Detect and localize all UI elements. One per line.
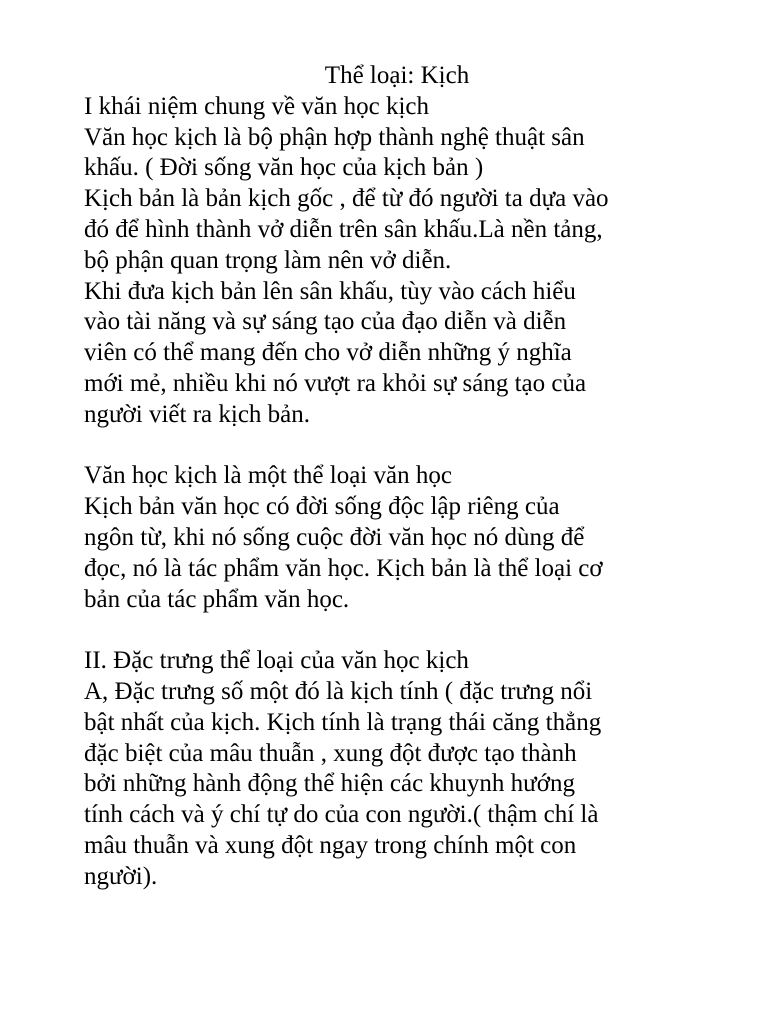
text-line: ngôn từ, khi nó sống cuộc đời văn học nó dùng để [84, 523, 585, 551]
document-title: Thể loại: Kịch [324, 62, 470, 89]
text-line: mới mẻ, nhiều khi nó vượt ra khỏi sự sáng tạo của [84, 369, 587, 397]
text-line: I khái niệm chung về văn học kịch [84, 92, 430, 120]
text-line: người viết ra kịch bản. [84, 400, 311, 428]
text-line: Văn học kịch là bộ phận hợp thành nghệ thuật sân [84, 123, 585, 151]
text-line: Kịch bản là bản kịch gốc , để từ đó người ta dựa vào [84, 185, 609, 213]
text-line: đó để hình thành vở diễn trên sân khấu.Là nền tảng, [84, 215, 603, 243]
text-line: bởi những hành động thể hiện các khuynh hướng [84, 770, 575, 798]
text-line: Khi đưa kịch bản lên sân khấu, tùy vào cách hiểu [84, 277, 576, 305]
text-line: đọc, nó là tác phẩm văn học. Kịch bản là thể loại cơ [84, 554, 603, 582]
text-line: mâu thuẫn và xung đột ngay trong chính một con [84, 831, 577, 859]
text-line: đặc biệt của mâu thuẫn , xung đột được tạo thành [84, 739, 577, 767]
document-page [84, 61, 694, 893]
blank-line [84, 615, 694, 646]
text-line: A, Đặc trưng số một đó là kịch tính ( đặc trưng nổi [84, 677, 593, 705]
text-line: vào tài năng và sự sáng tạo của đạo diễn và diễn [84, 308, 567, 336]
text-line: bật nhất của kịch. Kịch tính là trạng thái căng thẳng [84, 708, 602, 736]
text-line: người). [84, 862, 158, 890]
document-body [84, 92, 694, 893]
text-line: bộ phận quan trọng làm nên vở diễn. [84, 246, 452, 274]
text-line: viên có thể mang đến cho vở diễn những ý nghĩa [84, 339, 572, 367]
text-line: khấu. ( Đời sống văn học của kịch bản ) [84, 154, 484, 182]
text-line: Văn học kịch là một thể loại văn học [84, 462, 452, 490]
text-line: tính cách và ý chí tự do của con người.( thậm chí là [84, 801, 599, 829]
text-line: bản của tác phẩm văn học. [84, 585, 350, 613]
text-line: Kịch bản văn học có đời sống độc lập riêng của [84, 493, 560, 521]
text-line: II. Đặc trưng thể loại của văn học kịch [84, 647, 469, 675]
blank-line [84, 431, 694, 462]
